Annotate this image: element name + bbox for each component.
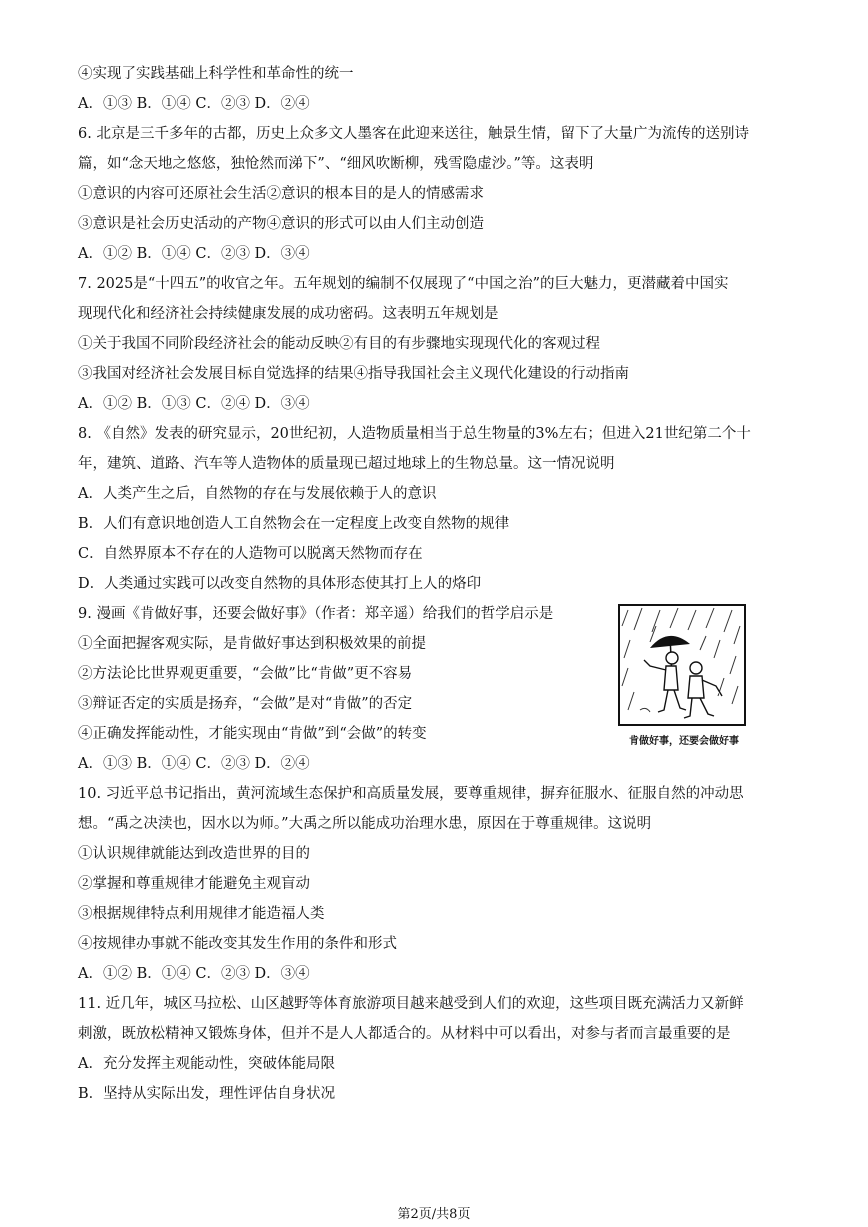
text-line: ③意识是社会历史活动的产物④意识的形式可以由人们主动创造 [78, 216, 484, 232]
text-line: ④按规律办事就不能改变其发生作用的条件和形式 [78, 936, 397, 952]
text-line: A．①② B．①③ C．②④ D．③④ [78, 396, 310, 412]
text-line: 年，建筑、道路、汽车等人造物体的质量现已超过地球上的生物总量。这一情况说明 [78, 456, 615, 472]
text-line: 篇，如“念天地之悠悠，独怆然而涕下”、“细风吹断柳，残雪隐虚沙。”等。这表明 [78, 156, 594, 172]
text-line: A．充分发挥主观能动性，突破体能局限 [78, 1056, 335, 1072]
text-line: ②掌握和尊重规律才能避免主观盲动 [78, 876, 310, 892]
text-line: ③根据规律特点利用规律才能造福人类 [78, 906, 325, 922]
text-line: ③我国对经济社会发展目标自觉选择的结果④指导我国社会主义现代化建设的行动指南 [78, 366, 629, 382]
cartoon-illustration [618, 604, 746, 726]
text-line: A．①② B．①④ C．②③ D．③④ [78, 966, 310, 982]
cartoon-caption: 肯做好事，还要会做好事 [629, 736, 739, 747]
text-line: ①意识的内容可还原社会生活②意识的根本目的是人的情感需求 [78, 186, 484, 202]
page-footer: 第2页/共8页 [397, 1207, 471, 1222]
cartoon-figure [618, 604, 750, 750]
text-line: 8. 《自然》发表的研究显示，20世纪初，人造物质量相当于总生物量的3%左右；但进入21世纪第二个十 [78, 426, 751, 442]
text-line: ②方法论比世界观更重要，“会做”比“肯做”更不容易 [78, 666, 413, 682]
text-line: A．人类产生之后，自然物的存在与发展依赖于人的意识 [78, 486, 437, 502]
text-line: ③辩证否定的实质是扬弃，“会做”是对“肯做”的否定 [78, 696, 413, 712]
text-line: B．坚持从实际出发，理性评估自身状况 [78, 1086, 336, 1102]
text-line: 想。“禹之决渎也，因水以为师。”大禹之所以能成功治理水患，原因在于尊重规律。这说明 [78, 816, 652, 832]
text-line: ①认识规律就能达到改造世界的目的 [78, 846, 310, 862]
text-line: B．人们有意识地创造人工自然物会在一定程度上改变自然物的规律 [78, 516, 510, 532]
text-line: ④正确发挥能动性，才能实现由“肯做”到“会做”的转变 [78, 726, 427, 742]
text-line: ①全面把握客观实际，是肯做好事达到积极效果的前提 [78, 636, 426, 652]
text-line: C．自然界原本不存在的人造物可以脱离天然物而存在 [78, 546, 423, 562]
text-line: A．①③ B．①④ C．②③ D．②④ [78, 96, 310, 112]
text-line: 9. 漫画《肯做好事，还要会做好事》（作者：郑辛遥）给我们的哲学启示是 [78, 606, 554, 622]
text-line: 现现代化和经济社会持续健康发展的成功密码。这表明五年规划是 [78, 306, 499, 322]
text-line: ④实现了实践基础上科学性和革命性的统一 [78, 66, 354, 82]
text-line: ①关于我国不同阶段经济社会的能动反映②有目的有步骤地实现现代化的客观过程 [78, 336, 600, 352]
text-line: 11. 近几年，城区马拉松、山区越野等体育旅游项目越来越受到人们的欢迎，这些项目既充满活力又新鲜 [78, 996, 744, 1012]
text-line: A．①③ B．①④ C．②③ D．②④ [78, 756, 310, 772]
text-line: 刺激，既放松精神又锻炼身体，但并不是人人都适合的。从材料中可以看出，对参与者而言最重要的是 [78, 1026, 731, 1042]
text-line: 10. 习近平总书记指出，黄河流域生态保护和高质量发展，要尊重规律，摒弃征服水、征服自然的冲动思 [78, 786, 744, 802]
text-line: 7. 2025是“十四五”的收官之年。五年规划的编制不仅展现了“中国之治”的巨大魅力，更潜藏着中国实 [78, 276, 729, 292]
text-line: 6. 北京是三千多年的古都，历史上众多文人墨客在此迎来送往，触景生情，留下了大量广为流传的送别诗 [78, 126, 749, 142]
text-line: D．人类通过实践可以改变自然物的具体形态使其打上人的烙印 [78, 576, 482, 592]
text-line: A．①② B．①④ C．②③ D．③④ [78, 246, 310, 262]
